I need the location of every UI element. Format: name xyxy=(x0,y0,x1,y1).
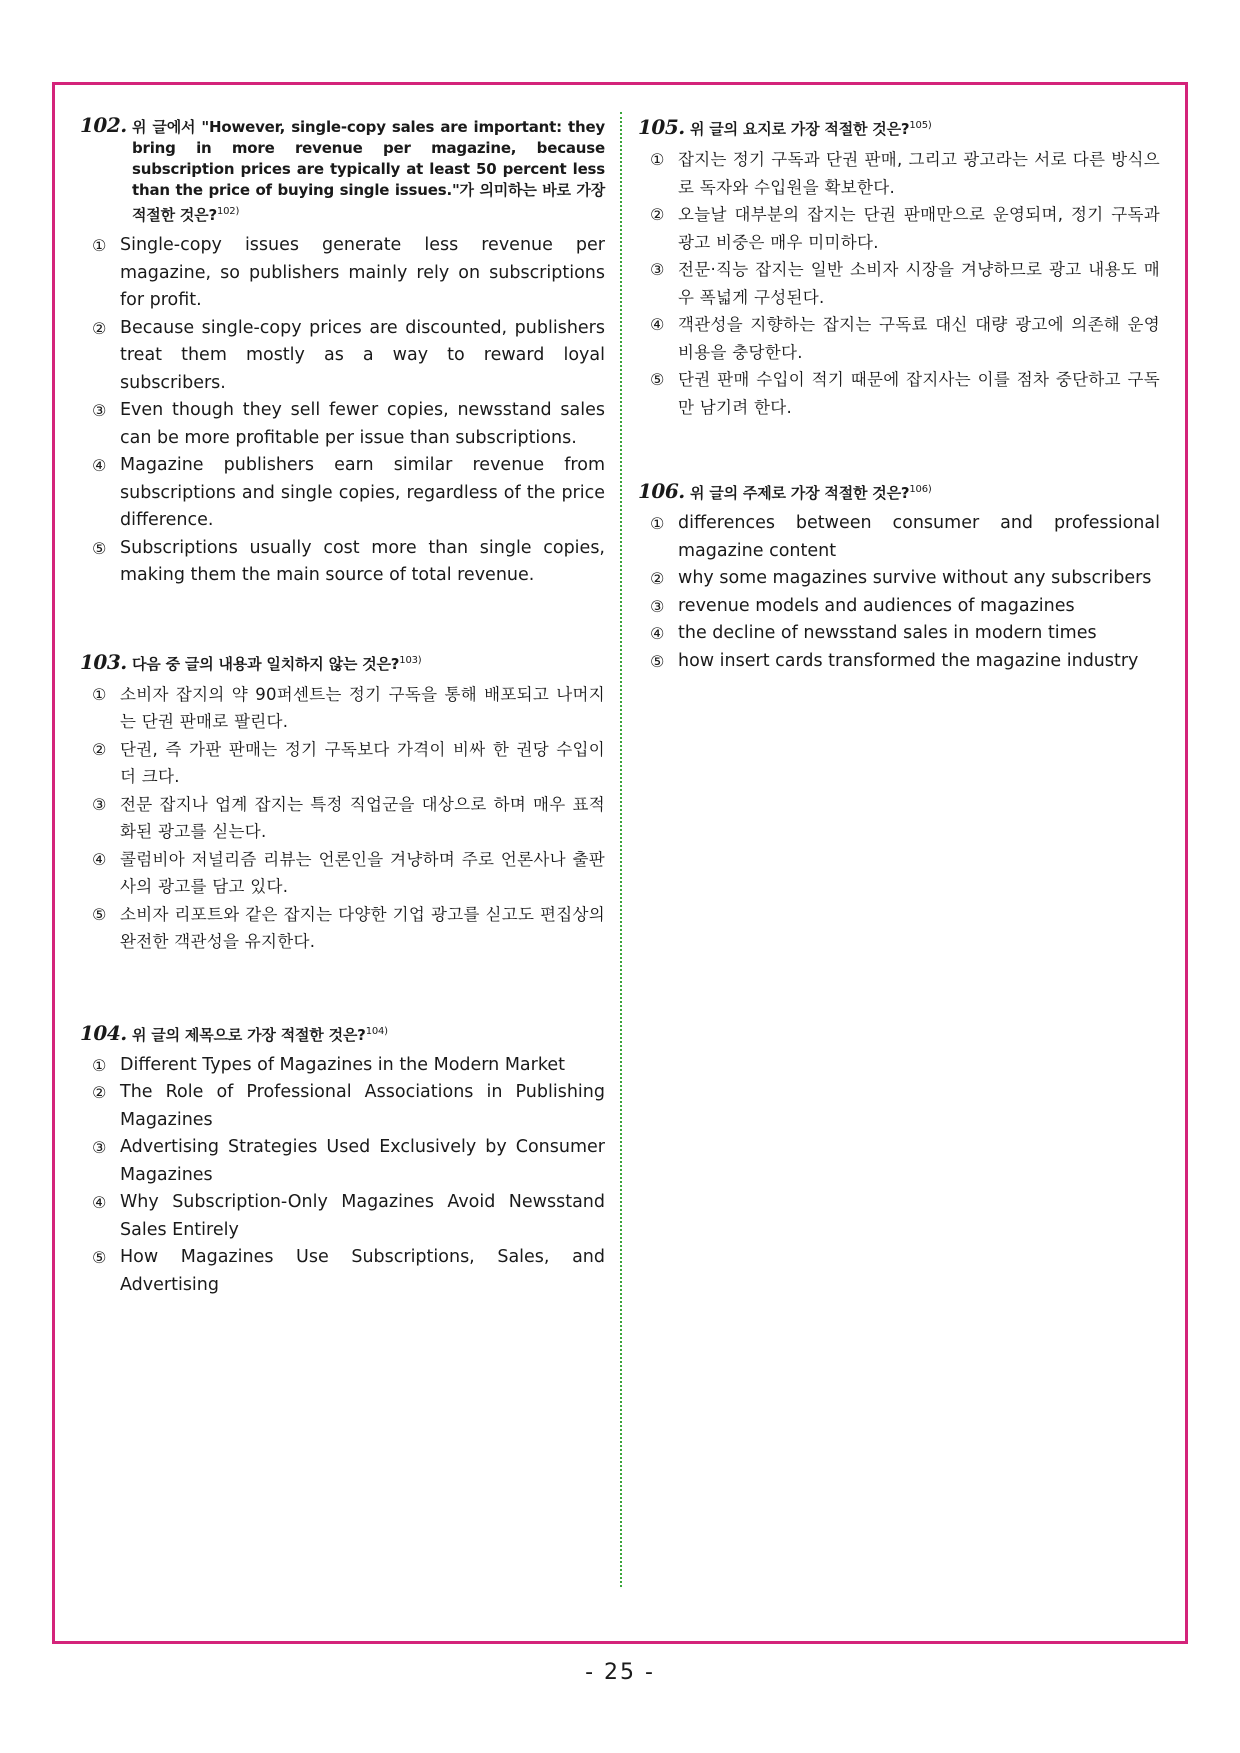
option-2[interactable]: ② The Role of Professional Associations in Publishing Magazines xyxy=(92,1082,605,1130)
question-106-header xyxy=(638,479,1160,504)
options-list xyxy=(638,510,1160,675)
option-3[interactable]: ③ Even though they sell fewer copies, newsstand sales can be more profitable per issue than subscriptions. xyxy=(92,400,605,448)
option-1[interactable]: ① Single-copy issues generate less revenue per magazine, so publishers mainly rely on subscriptions for profit. xyxy=(92,235,605,310)
option-5[interactable]: ⑤ How Magazines Use Subscriptions, Sales, and Advertising xyxy=(92,1247,605,1295)
option-4[interactable]: ④ Why Subscription-Only Magazines Avoid Newsstand Sales Entirely xyxy=(92,1192,605,1240)
question-102 xyxy=(80,115,605,590)
question-ref: 106) xyxy=(909,484,932,495)
option-5[interactable]: ⑤ how insert cards transformed the magazine industry xyxy=(650,650,1139,671)
question-103 xyxy=(80,650,605,956)
question-ref: 102) xyxy=(216,206,240,217)
question-prompt: 위 글의 제목으로 가장 적절한 것은? xyxy=(132,1025,366,1044)
question-102-header xyxy=(80,115,605,226)
options-list xyxy=(638,146,1160,421)
question-104-header xyxy=(80,1021,605,1046)
option-1[interactable]: ① differences between consumer and professional magazine content xyxy=(650,513,1160,561)
option-3[interactable]: ③ Advertising Strategies Used Exclusively by Consumer Magazines xyxy=(92,1137,605,1185)
option-4[interactable]: ④ the decline of newsstand sales in modern times xyxy=(650,623,1097,643)
question-number: 104. xyxy=(80,1020,127,1045)
option-3[interactable]: ③ 전문·직능 잡지는 일반 소비자 시장을 겨냥하므로 광고 내용도 매우 폭넓게 구성된다. xyxy=(650,260,1160,307)
question-number: 106. xyxy=(638,479,685,503)
question-number: 102. xyxy=(80,113,127,137)
option-1[interactable]: ① 잡지는 정기 구독과 단권 판매, 그리고 광고라는 서로 다른 방식으로 독자와 수입원을 확보한다. xyxy=(650,150,1160,197)
question-prompt: 위 글의 요지로 가장 적절한 것은? xyxy=(690,120,910,138)
question-number: 105. xyxy=(638,115,685,139)
option-3[interactable]: ③ revenue models and audiences of magazines xyxy=(650,595,1075,616)
option-2[interactable]: ② 단권, 즉 가판 판매는 정기 구독보다 가격이 비싸 한 권당 수입이 더 크다. xyxy=(92,739,605,786)
option-2[interactable]: ② 오늘날 대부분의 잡지는 단권 판매만으로 운영되며, 정기 구독과 광고 비중은 매우 미미하다. xyxy=(650,205,1160,252)
question-ref: 103) xyxy=(399,654,422,666)
option-2[interactable]: ② why some magazines survive without any subscribers xyxy=(650,568,1152,588)
right-column xyxy=(638,115,1160,675)
options-list xyxy=(80,232,605,590)
option-4[interactable]: ④ Magazine publishers earn similar revenue from subscriptions and single copies, regardless of the price difference. xyxy=(92,455,605,530)
options-list xyxy=(80,1052,605,1300)
question-number: 103. xyxy=(80,649,127,674)
question-106 xyxy=(638,479,1160,675)
question-prompt: 다음 중 글의 내용과 일치하지 않는 것은? xyxy=(132,654,400,673)
option-2[interactable]: ② Because single-copy prices are discounted, publishers treat them mostly as a way to reward loyal subscribers. xyxy=(92,317,605,393)
question-ref: 105) xyxy=(909,120,932,131)
column-divider xyxy=(620,112,622,1587)
option-3[interactable]: ③ 전문 잡지나 업계 잡지는 특정 직업군을 대상으로 하며 매우 표적화된 광고를 싣는다. xyxy=(92,794,605,841)
option-5[interactable]: ⑤ 소비자 리포트와 같은 잡지는 다양한 기업 광고를 싣고도 편집상의 완전한 객관성을 유지한다. xyxy=(92,904,605,951)
option-4[interactable]: ④ 콜럼비아 저널리즘 리뷰는 언론인을 겨냥하며 주로 언론사나 출판사의 광고를 담고 있다. xyxy=(92,849,605,896)
page-number: - 25 - xyxy=(585,1660,655,1685)
options-list xyxy=(80,681,605,956)
option-1[interactable]: ① Different Types of Magazines in the Modern Market xyxy=(92,1054,565,1075)
question-105 xyxy=(638,115,1160,421)
option-1[interactable]: ① 소비자 잡지의 약 90퍼센트는 정기 구독을 통해 배포되고 나머지는 단권 판매로 팔린다. xyxy=(92,684,605,731)
question-105-header xyxy=(638,115,1160,140)
question-prompt: 위 글에서 "However, single-copy sales are important: they bring in more revenue per magazine, because subscription prices are typically at least 50 percent less than the price of buying single issues."가 의미하는 바로 가장 적절한 것은? xyxy=(132,118,605,224)
question-103-header xyxy=(80,650,605,675)
question-104 xyxy=(80,1021,605,1300)
left-column xyxy=(80,115,605,1299)
option-5[interactable]: ⑤ Subscriptions usually cost more than single copies, making them the main source of total revenue. xyxy=(92,537,605,585)
option-5[interactable]: ⑤ 단권 판매 수입이 적기 때문에 잡지사는 이를 점차 중단하고 구독만 남기려 한다. xyxy=(650,370,1160,417)
question-ref: 104) xyxy=(365,1025,388,1037)
option-4[interactable]: ④ 객관성을 지향하는 잡지는 구독료 대신 대량 광고에 의존해 운영 비용을 충당한다. xyxy=(650,315,1160,362)
question-prompt: 위 글의 주제로 가장 적절한 것은? xyxy=(690,484,910,502)
